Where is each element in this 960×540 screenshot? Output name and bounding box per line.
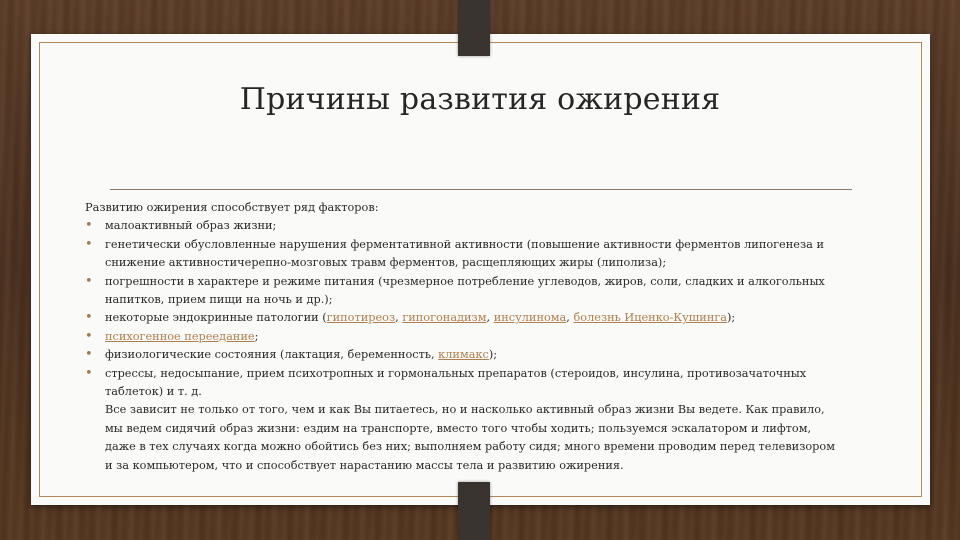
link-cushing-disease[interactable]: болезнь Иценко-Кушинга — [573, 311, 727, 325]
factor-text: малоактивный образ жизни; — [105, 219, 277, 233]
list-item — [85, 365, 845, 402]
bottom-binder-tab — [458, 482, 490, 540]
factor-text: ; — [254, 329, 259, 343]
conclusion-paragraph: Все зависит не только от того, чем и как Вы питаетесь, но и насколько активный образ жизни Вы ведете. Как правило, мы ведем сидячий образ жизни: ездим на транспорте, вместо того чтобы ходить; пользуемся эскалатором и лифтом, даже в тех случаях когда можно обойтись без них; выполняем работу сидя; много времени проводим перед телевизором и за компьютером, что и способствует нарастанию массы тела и развитию ожирения. — [105, 403, 835, 472]
slide-body — [85, 199, 845, 475]
slide-title: Причины развития ожирения — [239, 82, 721, 117]
link-psychogenic-overeating[interactable]: психогенное переедание — [105, 329, 255, 343]
title-divider — [110, 189, 852, 190]
link-hypogonadism[interactable]: гипогонадизм — [402, 311, 487, 325]
factor-text: ); — [488, 348, 498, 362]
separator: , — [395, 311, 403, 325]
factor-list — [85, 217, 845, 401]
bullet-icon: • — [85, 328, 93, 344]
list-item — [85, 346, 845, 364]
top-binder-tab — [458, 0, 490, 56]
link-hypothyroidism[interactable]: гипотиреоз — [326, 311, 396, 325]
bullet-icon: • — [85, 347, 93, 363]
factor-text: погрешности в характере и режиме питания (чрезмерное потребление углеводов, жиров, соли, сладких и алкогольных напитков, прием пищи на ночь и др.); — [105, 274, 825, 307]
list-item — [85, 328, 845, 346]
bullet-icon: • — [85, 310, 93, 326]
intro-text: Развитию ожирения способствует ряд факторов: — [85, 201, 379, 214]
link-menopause[interactable]: климакс — [438, 348, 489, 362]
link-insulinoma[interactable]: инсулинома — [493, 311, 567, 325]
separator: , — [486, 311, 494, 325]
list-item — [85, 273, 845, 310]
list-item — [85, 309, 845, 327]
factor-text: физиологические состояния (лактация, беременность, — [105, 348, 439, 362]
list-item — [85, 236, 845, 273]
bullet-icon: • — [85, 218, 93, 234]
bullet-icon: • — [85, 273, 93, 289]
factor-text: некоторые эндокринные патологии ( — [105, 311, 327, 325]
separator: , — [566, 311, 574, 325]
bullet-icon: • — [85, 365, 93, 381]
factor-text: ); — [727, 311, 736, 325]
bullet-icon: • — [85, 236, 93, 252]
factor-text: генетически обусловленные нарушения ферментативной активности (повышение активности ферментов липогенеза и снижение активностичерепно-мозговых травм ферментов, расщепляющих жиры (липолиза); — [105, 237, 824, 270]
factor-text: стрессы, недосыпание, прием психотропных и гормональных препаратов (стероидов, инсулина, противозачаточных таблеток) и т. д. — [105, 366, 807, 399]
list-item — [85, 217, 845, 235]
